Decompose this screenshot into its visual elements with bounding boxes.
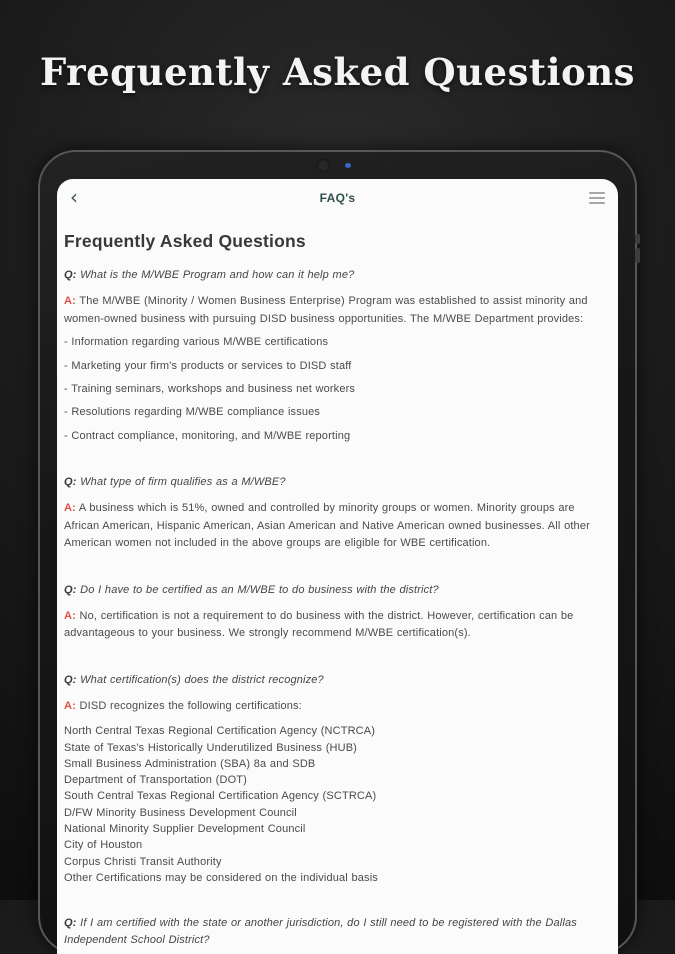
question-text: Q: What type of firm qualifies as a M/WBE? bbox=[64, 476, 286, 488]
bullet-item: - Contract compliance, monitoring, and M/WBE reporting bbox=[64, 429, 351, 442]
answer-label: A: bbox=[64, 609, 76, 622]
question-label: Q: bbox=[64, 917, 77, 930]
proximity-sensor-dot bbox=[294, 161, 303, 170]
certification-item: Small Business Administration (SBA) 8a and SDB bbox=[64, 757, 316, 770]
certification-item: D/FW Minority Business Development Council bbox=[64, 806, 297, 819]
certification-item: Department of Transportation (DOT) bbox=[64, 774, 247, 787]
question-text: Q: What is the M/WBE Program and how can it help me? bbox=[64, 269, 355, 281]
tablet-screen bbox=[57, 179, 618, 954]
answer-bullet-list bbox=[64, 334, 604, 445]
answer-label: A: bbox=[64, 295, 76, 308]
volume-button bbox=[635, 248, 640, 263]
page-title: Frequently Asked Questions bbox=[40, 50, 635, 94]
answer-label: A: bbox=[64, 700, 76, 712]
tablet-frame bbox=[38, 150, 637, 954]
certification-item: Corpus Christi Transit Authority bbox=[64, 855, 222, 868]
answer-text: A: No, certification is not a requirement to do business with the district. However, certification can be advantageous to your business. We strongly recommend M/WBE certification(s). bbox=[64, 609, 574, 640]
faq-item bbox=[64, 267, 604, 445]
question-label: Q: bbox=[64, 269, 77, 281]
answer-text: A: The M/WBE (Minority / Women Business Enterprise) Program was established to assist minority and women-owned business with pursuing DISD business opportunities. The M/WBE Department provides: bbox=[64, 295, 588, 325]
question-text: Q: What certification(s) does the district recognize? bbox=[64, 673, 324, 686]
app-bar bbox=[57, 179, 618, 217]
hamburger-menu-icon[interactable] bbox=[589, 189, 605, 207]
faq-item bbox=[64, 582, 604, 643]
certification-item: North Central Texas Regional Certification Agency (NCTRCA) bbox=[64, 725, 376, 738]
front-camera bbox=[384, 160, 395, 171]
appbar-title: FAQ's bbox=[319, 191, 356, 205]
certification-item: Other Certifications may be considered on the individual basis bbox=[64, 871, 378, 884]
question-label: Q: bbox=[64, 673, 77, 686]
answer-text: A: DISD recognizes the following certifications: bbox=[64, 700, 302, 712]
certification-item: City of Houston bbox=[64, 839, 143, 852]
bullet-item: - Training seminars, workshops and business net workers bbox=[64, 382, 356, 395]
faq-item bbox=[64, 915, 604, 950]
certification-list bbox=[64, 723, 604, 886]
camera-indicator-light-icon bbox=[345, 163, 351, 168]
faq-heading: Frequently Asked Questions bbox=[64, 231, 306, 251]
answer-text: A: A business which is 51%, owned and controlled by minority groups or women. Minority groups are African American, Hispanic American, Asian American and Native American owned businesses. All other American women not included in the above groups are eligible for WBE certification. bbox=[64, 502, 590, 550]
question-label: Q: bbox=[64, 583, 77, 596]
faq-content[interactable] bbox=[57, 217, 618, 950]
faq-item bbox=[64, 474, 604, 553]
question-text: Q: If I am certified with the state or another jurisdiction, do I still need to be registered with the Dallas Independent School District? bbox=[64, 917, 577, 947]
bullet-item: - Information regarding various M/WBE certifications bbox=[64, 336, 329, 349]
certification-item: South Central Texas Regional Certification Agency (SCTRCA) bbox=[64, 790, 377, 803]
power-button bbox=[635, 234, 640, 244]
faq-item bbox=[64, 672, 604, 886]
certification-item: State of Texas's Historically Underutilized Business (HUB) bbox=[64, 741, 357, 754]
certification-item: National Minority Supplier Development Council bbox=[64, 822, 306, 835]
back-chevron-icon[interactable]: ‹ bbox=[70, 185, 78, 209]
camera-lens bbox=[317, 159, 330, 172]
bullet-item: - Resolutions regarding M/WBE compliance issues bbox=[64, 406, 321, 419]
question-label: Q: bbox=[64, 476, 77, 488]
question-text: Q: Do I have to be certified as an M/WBE to do business with the district? bbox=[64, 583, 439, 596]
answer-label: A: bbox=[64, 502, 76, 515]
bullet-item: - Marketing your firm's products or services to DISD staff bbox=[64, 359, 352, 372]
